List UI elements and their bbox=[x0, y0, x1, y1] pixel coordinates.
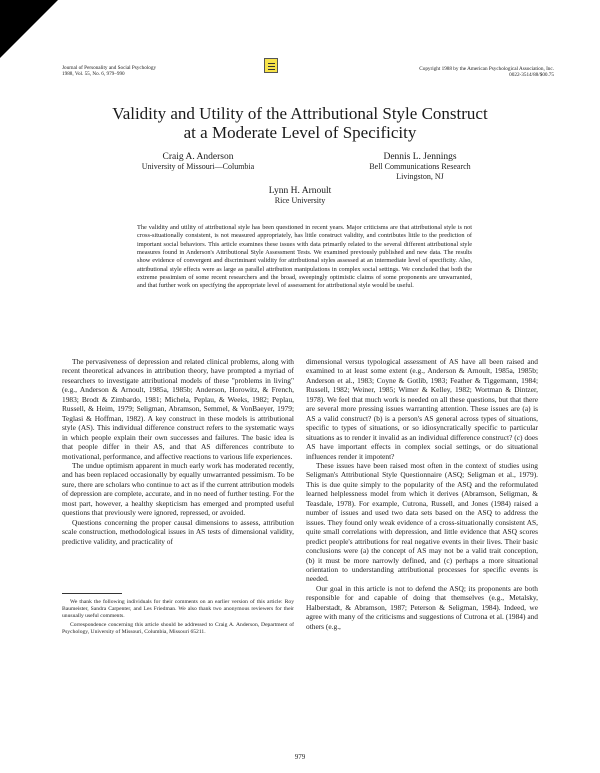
author-block-1 bbox=[108, 152, 288, 172]
body-paragraph: Our goal in this article is not to defend the ASQ; its proponents are both responsible for and capable of doing that themselves (e.g., Metalsky, Halberstadt, & Abramson, 1987; Peterson & Seligman, 1984). Indeed, we agree with many of the criticisms and suggestions of Cutrona et al. (1984) and others (e.g., bbox=[306, 583, 538, 631]
author-name: Dennis L. Jennings bbox=[383, 152, 457, 162]
body-column-left bbox=[62, 357, 294, 546]
sticky-note-icon[interactable] bbox=[264, 58, 278, 73]
title-line-1: Validity and Utility of the Attributional Style Construct bbox=[112, 104, 488, 123]
body-paragraph: The undue optimism apparent in much early work has moderated recently, and has been replaced occasionally by equally unwarranted pessimism. To be sure, there are scholars who continue to act as if the current attribution models of depression are complete, accurate, and in no need of further testing. For the most part, however, a healthy skepticism has emerged and prompted useful questions that previously were ignored, repressed, or avoided. bbox=[62, 460, 294, 518]
page-number: 979 bbox=[294, 753, 306, 761]
body-paragraph: The pervasiveness of depression and related clinical problems, along with recent theoretical advances in attribution theory, have prompted a myriad of researchers to investigate attributional models of these "problems in living" (e.g., Anderson & Arnoult, 1985a, 1985b; Anderson, Horowitz, & French, 1983; Brodt & Zimbardo, 1981; Michela, Peplau, & Weeks, 1982; Peplau, Russell, & Heim, 1979; Seligman, Abramson, Semmel, & VonBaeyer, 1979; Teglasi & Hoffman, 1982). A key construct in these models is attributional style (AS). This individual difference construct refers to the systematic ways in which people explain their own successes and failures. The basic idea is that people differ in their AS, and that AS differences contribute to motivational, performance, and affective reactions to various life experiences. bbox=[62, 357, 294, 461]
author-affiliation: University of Missouri—Columbia bbox=[141, 162, 255, 171]
author-affiliation: Rice University bbox=[274, 196, 326, 205]
footnote: Correspondence concerning this article should be addressed to Craig A. Anderson, Department of Psychology, University of Missouri, Columbia, Missouri 65211. bbox=[62, 622, 294, 636]
author-name: Lynn H. Arnoult bbox=[268, 186, 332, 196]
footnotes bbox=[62, 599, 294, 638]
title-line-2: at a Moderate Level of Specificity bbox=[183, 123, 417, 142]
paper-title bbox=[0, 104, 600, 142]
abstract: The validity and utility of attributional style has been questioned in recent years. Major criticisms are that attributional style is not cross-situationally consistent, is not measured appropriately, has little construct validity, and contributes little to the prediction of important social behaviors. This article examines these issues with data primarily related to the several different attributional style measures found in Anderson's Attributional Style Assessment Tests. We examined previously published and new data. The results show evidence of convergent and discriminant validity for attributional styles assessed at an intermediate level of specificity. Also, attributional style effects were as large as parallel attribution manipulations in complex social settings. We concluded that both the extreme pessimism of some recent researchers and the broad, sweepingly optimistic claims of some proponents are unwarranted, and that further work on specifying the appropriate level of assessment for attributional style would be useful. bbox=[137, 224, 472, 290]
journal-volume: 1988, Vol. 55, No. 6, 979–990 bbox=[62, 71, 125, 77]
author-block-3 bbox=[210, 186, 390, 206]
author-affiliation: Bell Communications Research bbox=[369, 162, 471, 171]
journal-header bbox=[62, 65, 156, 77]
journal-name: Journal of Personality and Social Psychology bbox=[62, 65, 157, 71]
page-corner-fold bbox=[0, 0, 58, 58]
body-paragraph: Questions concerning the proper causal dimensions to assess, attribution scale construction, methodological issues in AS tests of dimensional validity, predictive validity, and practicality of bbox=[62, 517, 294, 546]
footnote: We thank the following individuals for their comments on an earlier version of this article: Roy Baumeister, Sandra Carpenter, and Les Friedman. We also thank two anonymous reviewers for their unusually useful comments. bbox=[62, 599, 294, 620]
body-paragraph: dimensional versus typological assessment of AS have all been raised and examined to at least some extent (e.g., Anderson & Arnoult, 1985a, 1985b; Anderson et al., 1983; Coyne & Gotlib, 1983; Feather & Tiggemann, 1984; Russell, 1982; Weiner, 1985; Wimer & Kelley, 1982; Wortman & Dintzer, 1978). We feel that much work is needed on all these questions, but that there are several more pressing issues warranting attention. These issues are (a) is AS a valid construct? (b) is a person's AS general across types of situations, specific to types of situations, or so idiosyncratically specific to particular situations as to render it invalid as an individual difference construct? (c) does AS have important effects in complex social settings, or do situational influences render it impotent? bbox=[306, 357, 538, 461]
author-block-2 bbox=[330, 152, 510, 182]
copyright-line: Copyright 1988 by the American Psychological Association, Inc. bbox=[419, 66, 554, 72]
issn-line: 0022-3514/88/$00.75 bbox=[509, 72, 554, 78]
body-column-right bbox=[306, 357, 538, 631]
body-paragraph: These issues have been raised most often in the context of studies using Seligman's Attributional Style Questionnaire (ASQ; Seligman et al., 1979). This is due quite simply to the popularity of the ASQ and the reformulated learned helplessness model from which it derives (Abramson, Seligman, & Teasdale, 1978). For example, Cutrona, Russell, and Jones (1984) raised a number of issues and used two data sets based on the ASQ to address the issues. They found only weak evidence of a cross-situationally consistent AS, quite small correlations with depression, and little evidence that ASQ scores predict people's attributions for real negative events in their lives. Their basic conclusions were (a) the concept of AS may not be a valid trait conception, (b) it must be more narrowly defined, and (c) perhaps a more situational orientation to understanding attributional processes for specific events is needed. bbox=[306, 460, 538, 584]
author-location: Livingston, NJ bbox=[396, 172, 444, 181]
footnote-divider bbox=[62, 593, 122, 594]
author-name: Craig A. Anderson bbox=[162, 152, 234, 162]
copyright-header bbox=[419, 66, 554, 78]
